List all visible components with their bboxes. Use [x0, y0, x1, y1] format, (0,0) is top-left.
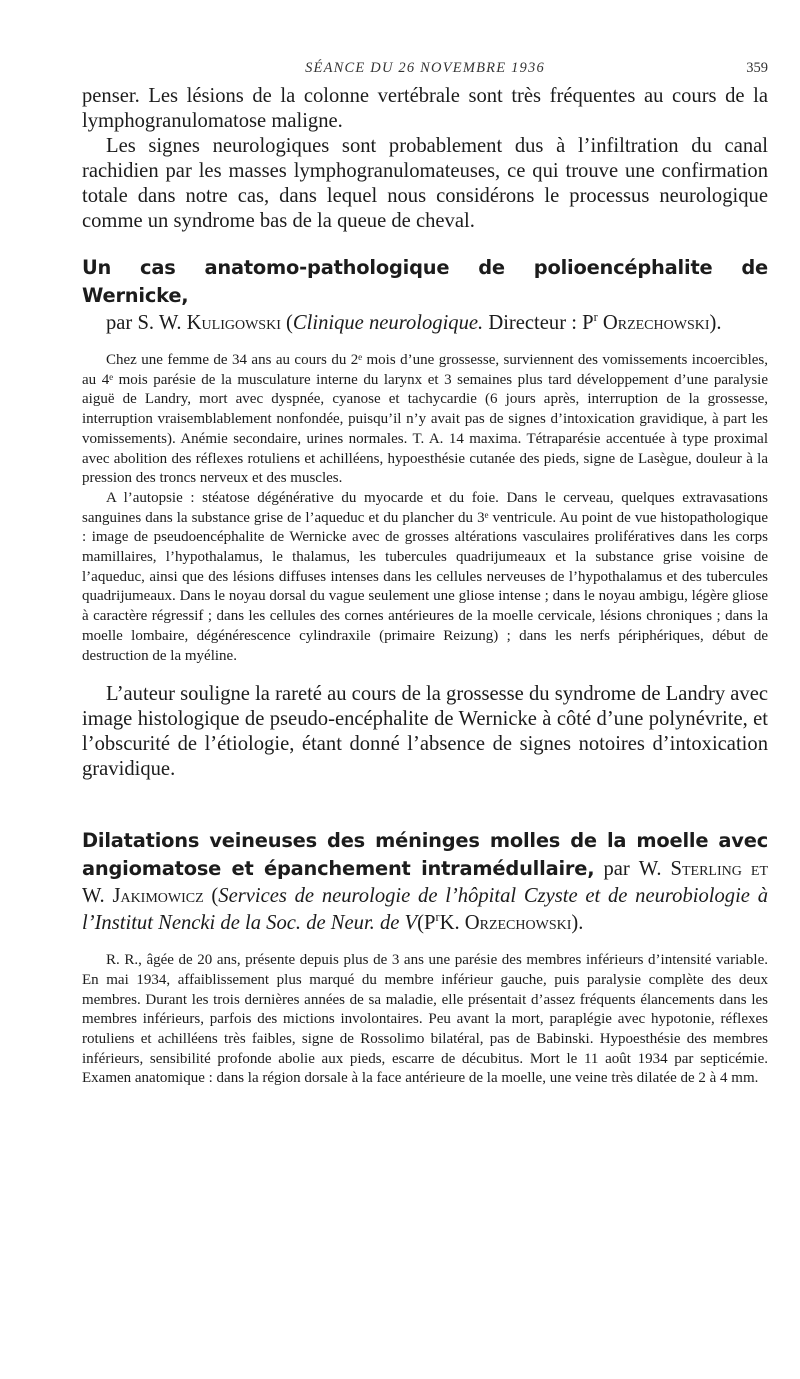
- article-1-director: Orzechowski: [602, 312, 710, 334]
- article-2-author: W. Sterling et W. Jakimowicz: [82, 858, 768, 908]
- article-1-summary-case: Chez une femme de 34 ans au cours du 2ᵉ mois d’une grossesse, surviennent des vomissements incoercibles, au 4ᵉ mois parésie de la musculature interne du larynx et 3 semaines plus tard développement d’une paralysie aiguë de Landry, mort avec dyspnée, cyanose et tachycardie (6 jours après, interruption de la grossesse, interruption vraisemblablement nonfondée, puisqu’il n’y avait pas de signes d’intoxication gravidique, à part les vomissements). Anémie secondaire, urines normales. T. A. 14 maxima. Tétraparésie accentuée à type proximal avec abolition des réflexes rotuliens et achilléens, hypoesthésie cutanée des pieds, signe de Lasègue, douleur à la pression des troncs nerveux et des muscles.: [82, 352, 768, 487]
- article-1-director-label: Directeur :: [488, 312, 577, 334]
- article-1-affiliation: Clinique neurologique.: [292, 312, 484, 334]
- article-1-byline-par: par: [106, 312, 133, 334]
- article-1-author: S. W. Kuligowski: [137, 312, 281, 334]
- article-2-summary: R. R., âgée de 20 ans, présente depuis plus de 3 ans une parésie des membres inférieurs d’intensité variable. En mai 1934, affaiblissement plus marqué du membre inférieur gauche, puis paralysie complète des deux membres. Durant les trois dernières années de sa maladie, elle présentait d’assez fréquents élancements dans les membres inférieurs, parfois des mictions involontaires. Peu avant la mort, paraplégie avec hypotonie, réflexes rotuliens et achilléens très faibles, signe de Rossolimo bilatéral, pas de Babinski. Hypoesthésie des membres inférieurs, sensibilité profonde abolie aux pieds, escarre de décubitus. Mort le 11 août 1934 par septicémie. Examen anatomique : dans la région dorsale à la face antérieure de la moelle, une veine très dilatée de 2 à 4 mm.: [82, 952, 768, 1087]
- article-2-byline-par: par: [603, 858, 630, 881]
- paragraph-continued: penser. Les lésions de la colonne vertébrale sont très fréquentes au cours de la lymphogranulomatose maligne.: [82, 85, 768, 132]
- page-number: 359: [746, 60, 768, 76]
- article-1-title: Un cas anatomo-pathologique de polioencéphalite de Wernicke,: [82, 256, 768, 307]
- running-title: SÉANCE DU 26 NOVEMBRE 1936: [305, 60, 545, 76]
- article-2-affiliation: Services de neurologie de l’hôpital Czyste et de neurobiologie à l’Institut Nencki de la Soc. de Neur. de V: [82, 885, 768, 935]
- paragraph-neurological-signs: Les signes neurologiques sont probablement dus à l’infiltration du canal rachidien par les masses lymphogranulomateuses, ce qui trouve une confirmation totale dans notre cas, dans lequel nous considérons le processus neurologique comme un syndrome bas de la queue de cheval.: [82, 135, 768, 232]
- article-1-conclusion: L’auteur souligne la rareté au cours de la grossesse du syndrome de Landry avec image histologique de pseudo-encéphalite de Wernicke à côté d’une polynévrite, et l’obscurité de l’étiologie, étant donné l’absence de signes notoires d’intoxication gravidique.: [82, 683, 769, 781]
- article-2-heading: Dilatations veineuses des méninges molles de la moelle avec angiomatose et épanchement intramédullaire, par W. Sterling et W. Jakimowicz (Services de neurologie de l’hôpital Czyste et de neurobiologie à l’Institut Nencki de la Soc. de Neur. de $V(P^rK$. Orzechowski).: [82, 829, 768, 935]
- article-1-heading: Un cas anatomo-pathologique de polioencéphalite de Wernicke, par S. W. Kuligowski (Clinique neurologique. Directeur : $P^r$ Orzechowski).: [82, 256, 768, 334]
- article-2-director: K. Orzechowski: [439, 912, 572, 935]
- journal-page: [82, 54, 768, 1089]
- running-head: [82, 54, 768, 84]
- article-1-summary-autopsy: A l’autopsie : stéatose dégénérative du myocarde et du foie. Dans le cerveau, quelques extravasations sanguines dans la substance grise de l’aqueduc et du plancher du 3ᵉ ventricule. Au point de vue histopathologique : image de pseudoencéphalite de Wernicke avec de grosses altérations vasculaires prolifératives dans les corps mamillaires, l’hypothalamus, le thalamus, les tubercules quadrijumeaux et la substance grise voisine de l’aqueduc, ainsi que des lésions diffuses intenses dans les cellules nerveuses de l’hypothalamus et des tubercules quadrijumeaux. Dans le noyau dorsal du vague seulement une gliose intense ; dans le noyau ambigu, légère gliose à caractère régressif ; dans les cellules des cornes antérieures de la moelle cervicale, lésions chroniques ; dans la moelle lombaire, dégénérescence cylindraxile (primaire Reizung) ; dans les nerfs périphériques, début de destruction de la myéline.: [82, 489, 768, 664]
- article-2-title: Dilatations veineuses des méninges molles de la moelle avec angiomatose et épanchement intramédullaire,: [82, 829, 768, 881]
